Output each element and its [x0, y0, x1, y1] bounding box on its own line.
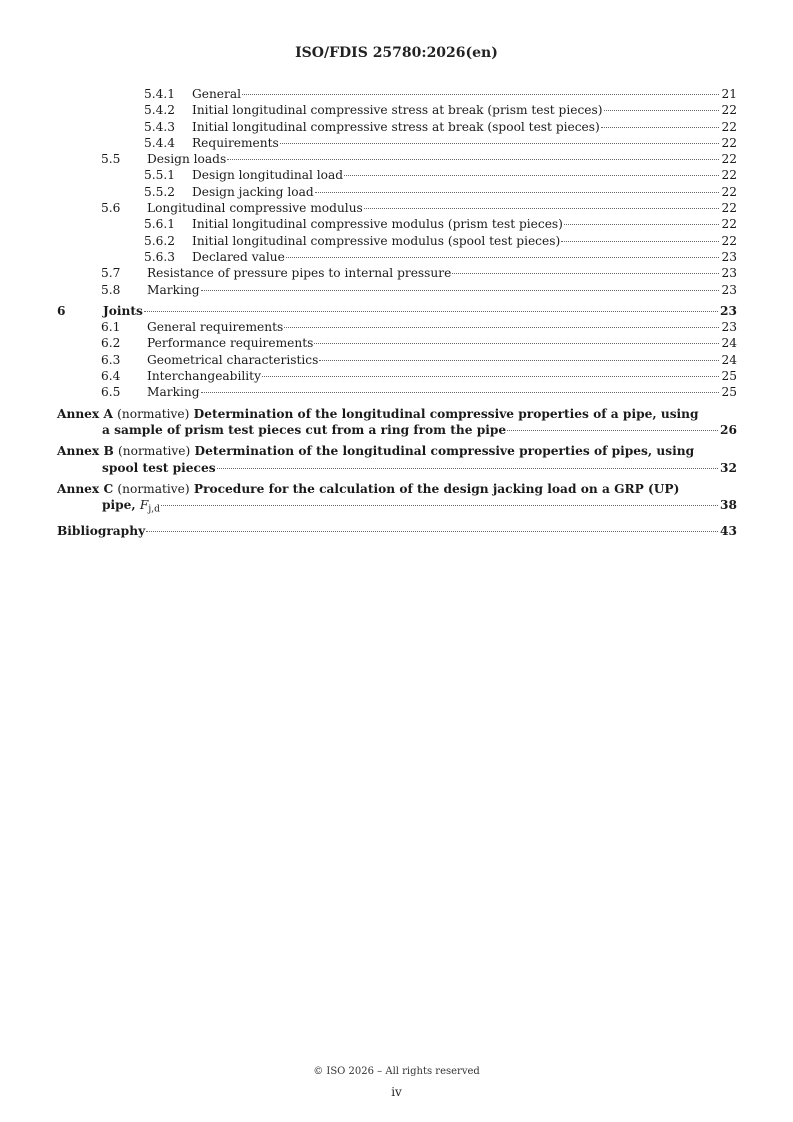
toc-entry-title: Interchangeability	[147, 369, 261, 384]
toc-entry-title: Joints	[103, 303, 143, 318]
toc-entry-number: 5.4.3	[144, 119, 176, 134]
dot-leader	[262, 376, 720, 377]
dot-leader	[201, 392, 720, 393]
toc-entry-page: 23	[721, 282, 737, 297]
toc-entry-title: Initial longitudinal compressive stress at break (spool test pieces)	[192, 119, 600, 134]
toc-entry-clause[interactable]	[57, 303, 737, 319]
toc-entry-title: Geometrical characteristics	[147, 352, 319, 367]
table-of-contents	[57, 86, 737, 539]
toc-entry-page: 24	[721, 352, 737, 367]
toc-entry-page: 26	[720, 422, 737, 437]
dot-leader	[344, 175, 719, 176]
dot-leader	[452, 273, 719, 274]
toc-entry-number: 6.4	[101, 369, 121, 384]
toc-entry[interactable]	[57, 135, 737, 151]
dot-leader	[286, 257, 720, 258]
toc-entry-number: 6.1	[101, 320, 121, 335]
dot-leader	[507, 430, 718, 431]
toc-entry-page: 22	[721, 168, 737, 183]
dot-leader	[144, 311, 718, 312]
toc-entry-title: Initial longitudinal compressive modulus (prism test pieces)	[192, 217, 563, 232]
annex-label: Annex C	[57, 481, 114, 496]
toc-entry-title: Design loads	[147, 152, 227, 167]
toc-entry-page: 23	[721, 266, 737, 281]
annex-title-line1: Determination of the longitudinal compressive properties of a pipe, using	[193, 406, 699, 421]
toc-annex-a[interactable]	[57, 406, 737, 439]
toc-entry-number: 5.6.1	[144, 217, 176, 232]
toc-entry[interactable]	[57, 249, 737, 265]
toc-entry-page: 38	[720, 498, 737, 513]
toc-entry[interactable]	[57, 352, 737, 368]
toc-entry-page: 32	[720, 460, 737, 475]
page-number: iv	[391, 1085, 402, 1099]
toc-entry-title: General requirements	[147, 320, 284, 335]
toc-entry[interactable]	[57, 384, 737, 400]
symbol-subscript: j,d	[148, 504, 160, 515]
toc-entry-number: 5.5.1	[144, 168, 176, 183]
symbol-f: F	[139, 498, 149, 513]
toc-entry-number: 5.6.2	[144, 233, 176, 248]
toc-entry-page: 22	[721, 233, 737, 248]
toc-entry-page: 22	[721, 184, 737, 199]
toc-entry[interactable]	[57, 233, 737, 249]
toc-entry-page: 24	[721, 336, 737, 351]
toc-entry-number: 6.3	[101, 352, 121, 367]
toc-entry-number: 5.5.2	[144, 184, 176, 199]
toc-entry-number: 5.6	[101, 201, 121, 216]
toc-entry-page: 22	[721, 103, 737, 118]
dot-leader	[314, 343, 719, 344]
toc-entry-number: 6.5	[101, 385, 121, 400]
dot-leader	[604, 110, 720, 111]
dot-leader	[601, 127, 720, 128]
dot-leader	[561, 241, 719, 242]
annex-label: Annex B	[57, 444, 114, 459]
toc-entry-number: 6	[57, 303, 66, 318]
dot-leader	[242, 94, 719, 95]
toc-annex-c[interactable]	[57, 481, 737, 518]
dot-leader	[280, 143, 720, 144]
dot-leader	[227, 159, 719, 160]
toc-entry-page: 22	[721, 119, 737, 134]
toc-entry[interactable]	[57, 86, 737, 102]
toc-entry-number: 5.4.1	[144, 87, 176, 101]
toc-entry[interactable]	[57, 368, 737, 384]
dot-leader	[315, 192, 720, 193]
annex-label: Annex A	[57, 406, 113, 421]
toc-entry-page: 22	[721, 201, 737, 216]
annex-title-line1: Determination of the longitudinal compressive properties of pipes, using	[194, 444, 695, 459]
annex-title-line1: Procedure for the calculation of the design jacking load on a GRP (UP)	[193, 481, 680, 496]
toc-entry[interactable]	[57, 151, 737, 167]
annex-title-text: pipe,	[102, 498, 136, 513]
toc-entry[interactable]	[57, 265, 737, 281]
toc-entry-page: 23	[721, 249, 737, 264]
copyright-notice: © ISO 2026 – All rights reserved	[313, 1066, 480, 1077]
toc-entry-title: Requirements	[192, 135, 279, 150]
toc-entry-page: 22	[721, 135, 737, 150]
toc-entry[interactable]	[57, 282, 737, 298]
annex-title-line2: spool test pieces	[102, 460, 216, 475]
dot-leader	[319, 360, 719, 361]
toc-entry-number: 6.2	[101, 336, 121, 351]
toc-entry-page: 22	[721, 152, 737, 167]
dot-leader	[364, 208, 720, 209]
toc-entry-page: 21	[721, 87, 737, 101]
document-header: ISO/FDIS 25780:2026(en)	[295, 45, 498, 61]
dot-leader	[201, 290, 720, 291]
toc-entry-title: Design longitudinal load	[192, 168, 344, 183]
annex-title-line2	[102, 497, 160, 518]
toc-entry[interactable]	[57, 216, 737, 232]
toc-entry-number: 5.7	[101, 266, 121, 281]
toc-entry[interactable]	[57, 335, 737, 351]
dot-leader	[161, 505, 718, 506]
toc-entry[interactable]	[57, 184, 737, 200]
toc-entry[interactable]	[57, 319, 737, 335]
toc-entry-page: 23	[720, 303, 737, 318]
toc-entry[interactable]	[57, 119, 737, 135]
toc-entry-number: 5.4.4	[144, 135, 176, 150]
toc-entry-page: 43	[720, 524, 737, 539]
toc-entry-number: 5.5	[101, 152, 121, 167]
toc-entry-number: 5.4.2	[144, 103, 176, 118]
dot-leader	[146, 531, 718, 532]
toc-entry[interactable]	[57, 200, 737, 216]
annex-normative: (normative)	[118, 444, 191, 459]
toc-entry-number: 5.6.3	[144, 249, 176, 264]
toc-entry[interactable]	[57, 167, 737, 183]
toc-entry-title: Resistance of pressure pipes to internal pressure	[147, 266, 452, 281]
toc-entry-title: General	[192, 87, 241, 101]
annex-normative: (normative)	[117, 406, 190, 421]
toc-entry-title: Initial longitudinal compressive stress at break (prism test pieces)	[192, 103, 603, 118]
toc-entry-page: 22	[721, 217, 737, 232]
toc-entry-page: 25	[721, 385, 737, 400]
toc-entry-title: Marking	[147, 385, 200, 400]
toc-entry-title: Performance requirements	[147, 336, 314, 351]
dot-leader	[564, 224, 720, 225]
toc-entry-title: Design jacking load	[192, 184, 314, 199]
toc-entry-title: Bibliography	[57, 524, 146, 539]
toc-entry[interactable]	[57, 102, 737, 118]
toc-entry-number: 5.8	[101, 282, 121, 297]
toc-bibliography[interactable]	[57, 523, 737, 539]
toc-entry-title: Marking	[147, 282, 200, 297]
annex-normative: (normative)	[117, 481, 190, 496]
toc-annex-b[interactable]	[57, 443, 737, 476]
toc-entry-title: Declared value	[192, 249, 285, 264]
toc-entry-title: Longitudinal compressive modulus	[147, 201, 363, 216]
dot-leader	[217, 468, 718, 469]
toc-entry-page: 23	[721, 320, 737, 335]
annex-title-line2: a sample of prism test pieces cut from a ring from the pipe	[102, 422, 507, 437]
dot-leader	[284, 327, 719, 328]
toc-entry-page: 25	[721, 369, 737, 384]
toc-entry-title: Initial longitudinal compressive modulus (spool test pieces)	[192, 233, 561, 248]
